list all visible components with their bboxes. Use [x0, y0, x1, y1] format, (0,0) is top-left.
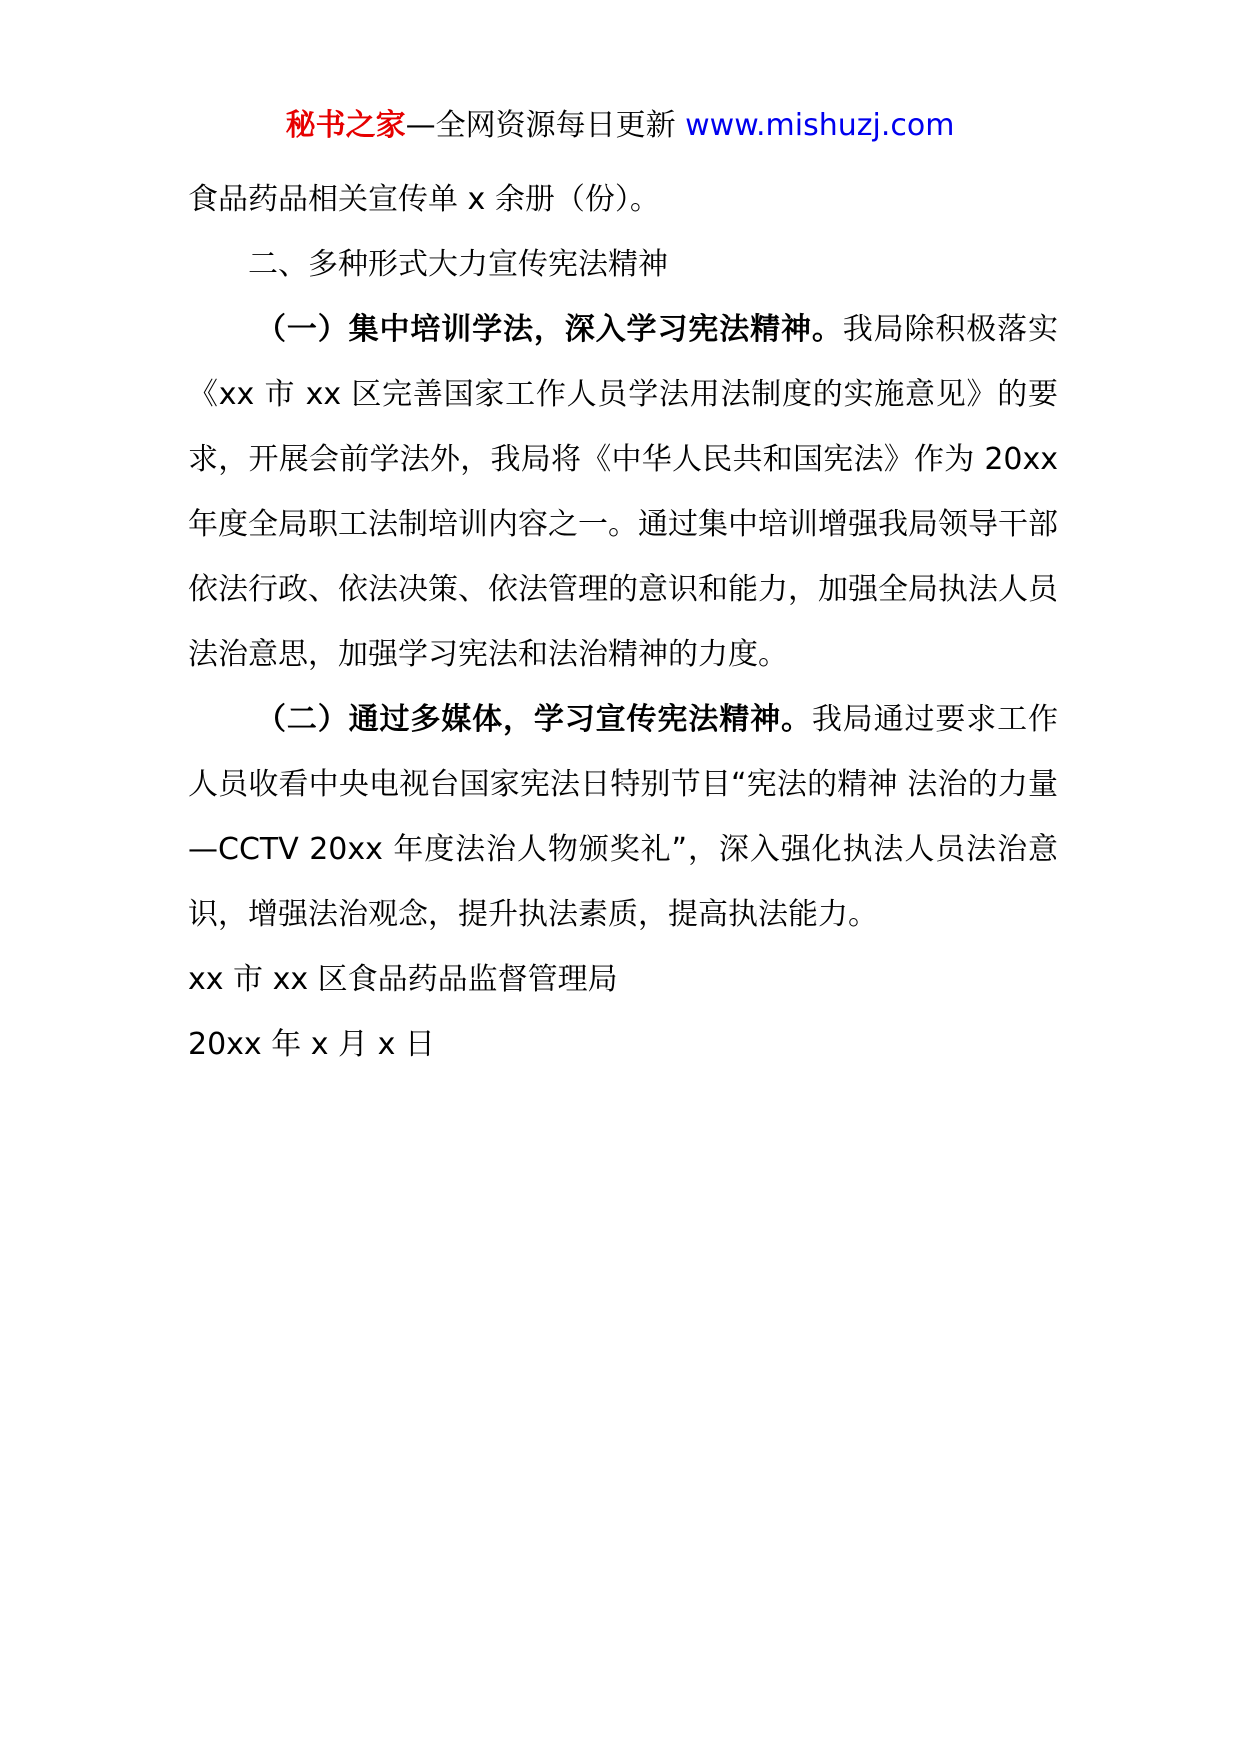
paragraph-1-text: 我局除积极落实《xx 市 xx 区完善国家工作人员学法用法制度的实施意见》的要求，开展会前学法外，我局将《中华人民共和国宪法》作为 20xx 年度全局职工法制培训内容之一。通过集中培训增强我局领导干部依法行政、依法决策、依法管理的意识和能力，加强全局执法人员法治意思，加强学习宪法和法治精神的力度。: [188, 312, 1059, 672]
header-tagline: —全网资源每日更新: [405, 108, 686, 143]
signature-organization: xx 市 xx 区食品药品监督管理局: [188, 962, 618, 997]
paragraph-1: [188, 297, 1058, 687]
paragraph-2-heading: （二）通过多媒体，学习宣传宪法精神。: [256, 702, 812, 737]
signature-date: 20xx 年 x 月 x 日: [188, 1027, 435, 1062]
page-header: [0, 104, 1240, 148]
paragraph-1-heading: （一）集中培训学法，深入学习宪法精神。: [256, 312, 843, 347]
website-link[interactable]: www.mishuzj.com: [685, 108, 955, 143]
paragraph-2-text: 我局通过要求工作人员收看中央电视台国家宪法日特别节目“宪法的精神 法治的力量—CCTV 20xx 年度法治人物颁奖礼”，深入强化执法人员法治意识，增强法治观念，提升执法素质，提高执法能力。: [188, 702, 1059, 932]
section-heading: 二、多种形式大力宣传宪法精神: [248, 247, 668, 282]
brand-name: 秘书之家: [285, 108, 406, 143]
paragraph-2: [188, 687, 1058, 947]
continuation-line: 食品药品相关宣传单 x 余册（份）。: [188, 182, 660, 217]
document-body: [188, 167, 1058, 1077]
